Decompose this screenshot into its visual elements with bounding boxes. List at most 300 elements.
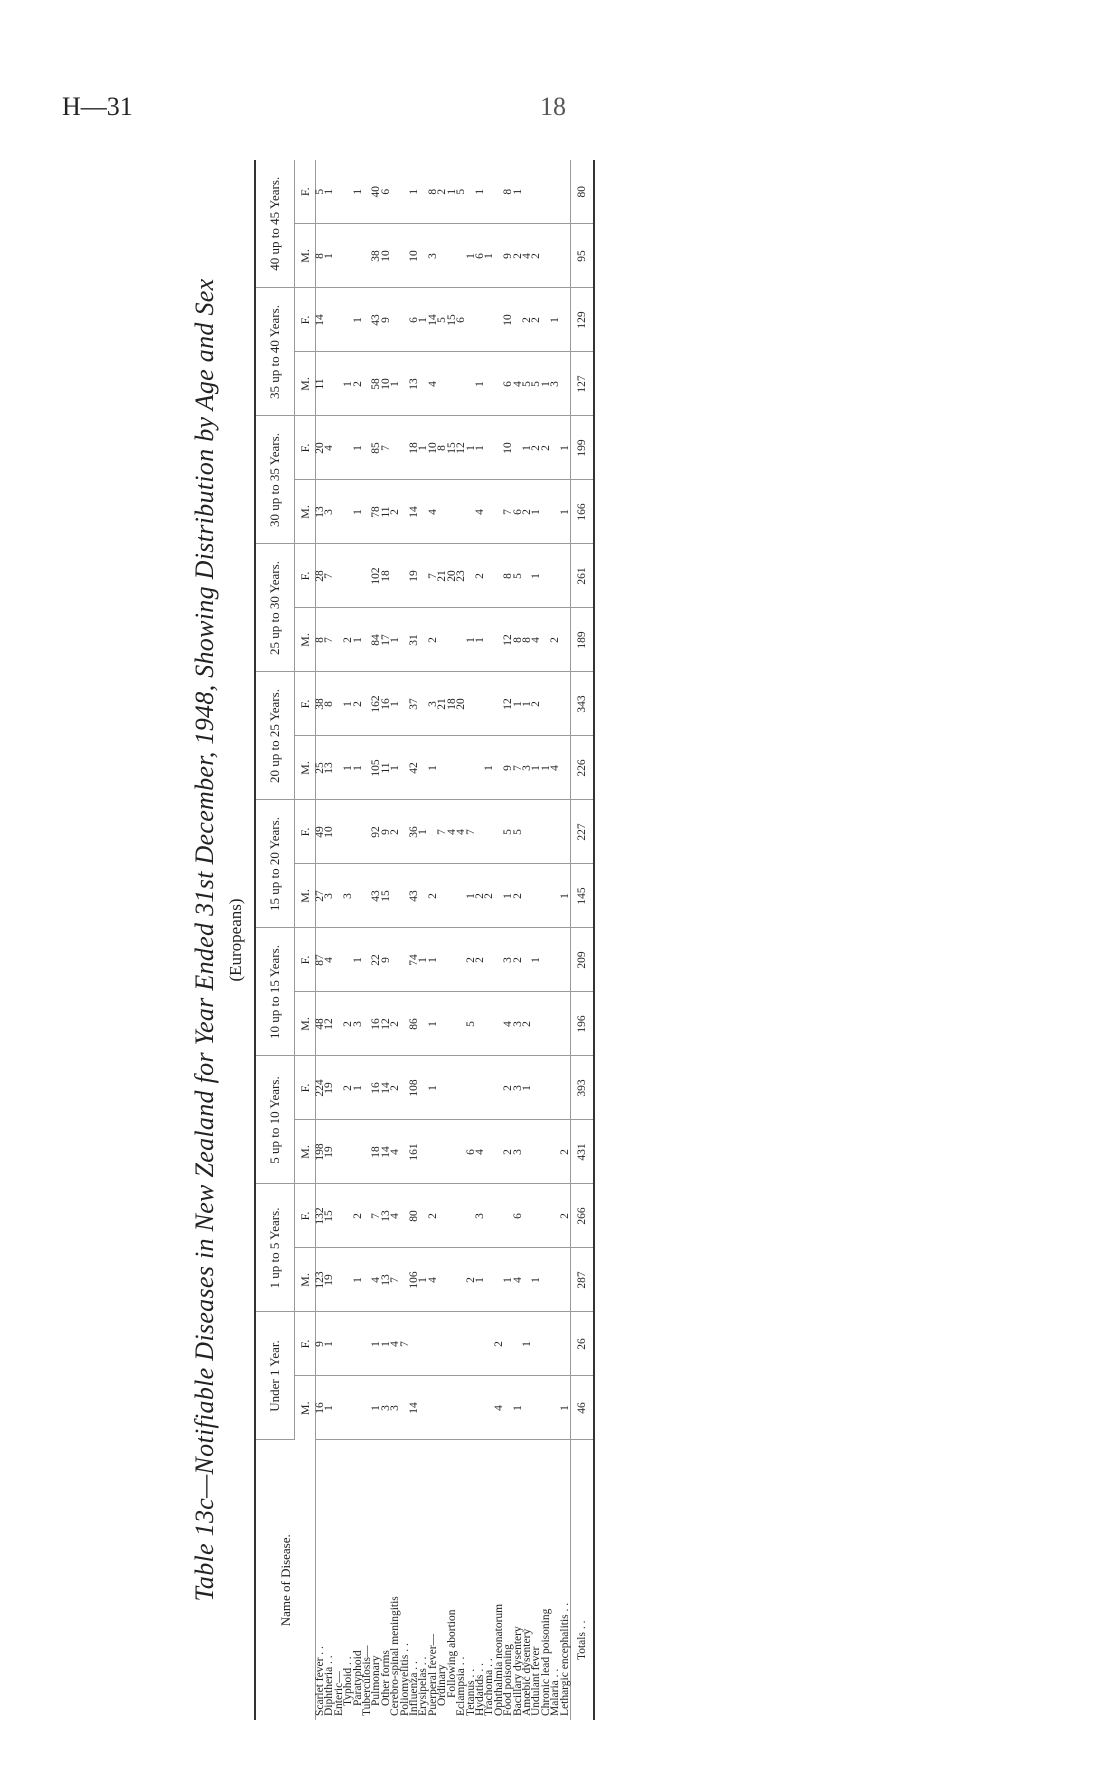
table-cell (532, 160, 541, 224)
table-row (344, 160, 353, 1720)
table-cell: 2 (542, 416, 551, 480)
table-cell: 12 (457, 416, 466, 480)
table-cell: 3 (429, 672, 438, 736)
table-cell: 2 (532, 288, 541, 352)
disease-name: Food poisoning (502, 1644, 515, 1716)
table-cell (457, 1056, 466, 1120)
table-cell: 7 (467, 800, 476, 864)
table-cell (551, 1056, 560, 1120)
table-cell: 18 (372, 1120, 381, 1184)
table-cell: 7 (429, 544, 438, 608)
table-cell (542, 1120, 551, 1184)
table-cell (354, 1120, 363, 1184)
table-cell: 10 (382, 224, 391, 288)
table-row (495, 160, 504, 1720)
table-cell: 7 (325, 544, 334, 608)
table-cell: 48 (316, 992, 326, 1056)
table-cell: 4 (476, 1120, 485, 1184)
table-cell: 2 (344, 608, 353, 672)
table-cell (335, 288, 344, 352)
table-cell (391, 160, 400, 224)
totals-cell: 227 (570, 800, 594, 864)
table-cell (448, 1376, 457, 1440)
table-cell (457, 1184, 466, 1248)
table-cell (335, 1184, 344, 1248)
table-cell (532, 1312, 541, 1376)
table-cell: 3 (514, 992, 523, 1056)
table-cell: 87 (316, 928, 326, 992)
table-cell: 3 (514, 1120, 523, 1184)
table-cell: 1 (391, 672, 400, 736)
table-cell (467, 736, 476, 800)
table-cell: 1 (485, 224, 494, 288)
table-cell: 8 (429, 160, 438, 224)
table-cell: 2 (523, 288, 532, 352)
table-cell: 1 (354, 736, 363, 800)
disease-name: Diphtheria . . (323, 1655, 336, 1716)
table-cell (354, 864, 363, 928)
table-cell: 1 (476, 1248, 485, 1312)
table-cell: 2 (391, 1056, 400, 1120)
table-row (391, 160, 400, 1720)
table-cell (438, 608, 447, 672)
disease-name: Scarlet fever . . (314, 1646, 326, 1716)
disease-name: Poliomyelitis . . (398, 1643, 411, 1716)
table-cell: 1 (532, 736, 541, 800)
table-cell: 36 (410, 800, 419, 864)
totals-cell: 80 (570, 160, 594, 224)
table-cell (542, 1056, 551, 1120)
table-cell: 161 (410, 1120, 419, 1184)
table-cell: 1 (419, 1248, 428, 1312)
disease-name: Erysipelas . . (417, 1656, 430, 1716)
table-cell: 5 (514, 544, 523, 608)
totals-cell: 189 (570, 608, 594, 672)
table-cell (448, 352, 457, 416)
table-cell: 2 (391, 992, 400, 1056)
disease-name: Puerperal fever— (426, 1633, 439, 1716)
table-cell: 1 (354, 928, 363, 992)
table-cell (344, 1312, 353, 1376)
table-cell: 5 (532, 352, 541, 416)
male-header: M. (295, 352, 316, 416)
table-cell: 8 (316, 608, 326, 672)
table-cell (325, 352, 334, 416)
table-cell (354, 544, 363, 608)
table-cell: 14 (382, 1056, 391, 1120)
table-cell: 21 (438, 672, 447, 736)
age-group-header: 40 up to 45 Years. (255, 160, 295, 288)
table-cell (467, 672, 476, 736)
table-cell: 2 (551, 608, 560, 672)
table-cell: 1 (523, 416, 532, 480)
table-cell: 4 (391, 1184, 400, 1248)
table-cell: 9 (504, 224, 513, 288)
table-row (429, 160, 438, 1720)
table-cell (561, 672, 571, 736)
table-cell: 6 (410, 288, 419, 352)
table-cell: 14 (410, 480, 419, 544)
table-cell (561, 736, 571, 800)
table-cell: 1 (467, 416, 476, 480)
table-cell: 123 (316, 1248, 326, 1312)
female-header: F. (295, 928, 316, 992)
table-cell (476, 288, 485, 352)
table-cell: 14 (410, 1376, 419, 1440)
disease-name: Ophthalmia neonatorum (492, 1603, 505, 1716)
table-cell: 3 (514, 1056, 523, 1120)
disease-name: Undulant fever (530, 1646, 543, 1716)
disease-name: Hydatids . . (473, 1662, 486, 1716)
table-cell (542, 800, 551, 864)
table-cell (542, 1376, 551, 1440)
table-cell (448, 992, 457, 1056)
table-cell: 86 (410, 992, 419, 1056)
table-cell (354, 1312, 363, 1376)
table-cell (485, 288, 494, 352)
table-cell: 106 (410, 1248, 419, 1312)
table-cell (448, 608, 457, 672)
table-cell (476, 992, 485, 1056)
table-title: Table 13c—Notifiable Diseases in New Zealand for Year Ended 31st December, 1948, Showing Distribution by Age and Sex (190, 278, 219, 1602)
table-cell (561, 992, 571, 1056)
table-cell: 4 (372, 1248, 381, 1312)
table-cell: 1 (419, 416, 428, 480)
table-cell: 2 (495, 1312, 504, 1376)
table-cell: 3 (551, 352, 560, 416)
table-cell: 10 (410, 224, 419, 288)
table-cell: 92 (372, 800, 381, 864)
age-group-header: Under 1 Year. (255, 1312, 295, 1440)
table-cell: 3 (523, 736, 532, 800)
table-cell (457, 480, 466, 544)
table-cell (335, 416, 344, 480)
table-cell: 7 (325, 608, 334, 672)
table-cell: 1 (354, 288, 363, 352)
totals-cell: 26 (570, 1312, 594, 1376)
table-cell: 1 (542, 352, 551, 416)
table-cell: 8 (438, 416, 447, 480)
table-cell: 7 (504, 480, 513, 544)
table-cell (354, 800, 363, 864)
table-cell (523, 1376, 532, 1440)
table-cell: 8 (504, 160, 513, 224)
table-cell: 19 (410, 544, 419, 608)
totals-cell: 199 (570, 416, 594, 480)
female-header: F. (295, 160, 316, 224)
table-cell: 3 (382, 1376, 391, 1440)
table-cell: 25 (316, 736, 326, 800)
table-cell: 1 (504, 864, 513, 928)
table-cell: 1 (561, 864, 571, 928)
table-cell: 20 (316, 416, 326, 480)
table-cell (542, 1248, 551, 1312)
table-cell (467, 1312, 476, 1376)
table-cell: 1 (476, 160, 485, 224)
table-cell: 3 (504, 928, 513, 992)
table-cell: 4 (325, 928, 334, 992)
table-row (410, 160, 419, 1720)
table-cell: 1 (514, 1376, 523, 1440)
table-cell (354, 1376, 363, 1440)
table-cell (438, 1248, 447, 1312)
table-cell: 4 (514, 352, 523, 416)
table-cell: 15 (382, 864, 391, 928)
totals-cell: 166 (570, 480, 594, 544)
table-cell (335, 1248, 344, 1312)
table-cell: 2 (344, 992, 353, 1056)
table-cell (448, 1248, 457, 1312)
table-cell (561, 288, 571, 352)
table-cell (551, 928, 560, 992)
table-cell: 1 (391, 736, 400, 800)
totals-cell: 127 (570, 352, 594, 416)
age-group-header: 35 up to 40 Years. (255, 288, 295, 416)
table-cell: 1 (561, 416, 571, 480)
table-cell: 1 (382, 1312, 391, 1376)
totals-cell: 343 (570, 672, 594, 736)
totals-cell: 226 (570, 736, 594, 800)
disease-name: Enteric— (332, 1671, 345, 1716)
table-cell (438, 1376, 447, 1440)
table-cell: 1 (561, 1376, 571, 1440)
table-cell: 11 (316, 352, 326, 416)
table-row (335, 160, 344, 1720)
table-cell: 4 (391, 1312, 400, 1376)
table-cell: 4 (429, 352, 438, 416)
table-cell: 4 (532, 608, 541, 672)
table-cell: 2 (391, 480, 400, 544)
table-cell (448, 480, 457, 544)
table-cell: 13 (382, 1184, 391, 1248)
table-cell: 1 (354, 1056, 363, 1120)
table-cell (561, 608, 571, 672)
table-cell (438, 928, 447, 992)
table-cell: 1 (391, 352, 400, 416)
table-cell: 2 (354, 672, 363, 736)
male-header: M. (295, 1376, 316, 1440)
disease-name: Other forms (379, 1650, 392, 1706)
male-header: M. (295, 1120, 316, 1184)
table-cell (551, 1312, 560, 1376)
table-cell: 1 (532, 928, 541, 992)
table-cell: 4 (448, 800, 457, 864)
table-cell: 1 (467, 224, 476, 288)
table-cell: 10 (504, 288, 513, 352)
table-cell: 4 (457, 800, 466, 864)
table-cell: 1 (467, 608, 476, 672)
table-row (532, 160, 541, 1720)
table-cell (448, 1120, 457, 1184)
table-cell (561, 928, 571, 992)
table-cell (542, 992, 551, 1056)
table-cell (485, 480, 494, 544)
table-cell: 19 (325, 1120, 334, 1184)
table-row (448, 160, 457, 1720)
table-cell: 1 (354, 416, 363, 480)
table-cell: 1 (561, 480, 571, 544)
table-cell: 80 (410, 1184, 419, 1248)
table-cell: 1 (344, 352, 353, 416)
rotated-table-page (190, 160, 870, 1720)
totals-row (570, 160, 594, 1720)
table-cell: 2 (354, 1184, 363, 1248)
table-cell (410, 1312, 419, 1376)
table-cell (448, 736, 457, 800)
table-cell: 43 (410, 864, 419, 928)
table-cell: 224 (316, 1056, 326, 1120)
table-cell: 1 (448, 160, 457, 224)
table-cell: 49 (316, 800, 326, 864)
age-group-header: 20 up to 25 Years. (255, 672, 295, 800)
disease-name: Trachoma . . (483, 1658, 496, 1716)
table-cell (476, 1376, 485, 1440)
male-header: M. (295, 736, 316, 800)
table-cell: 1 (325, 160, 334, 224)
disease-name: Typhoid . . (342, 1656, 355, 1706)
name-of-disease-header: Name of Disease. (255, 1440, 316, 1720)
table-cell (448, 1056, 457, 1120)
table-row (561, 160, 571, 1720)
table-cell: 2 (532, 224, 541, 288)
table-cell: 1 (532, 1248, 541, 1312)
table-cell: 43 (372, 288, 381, 352)
table-cell: 2 (467, 928, 476, 992)
table-cell: 1 (419, 288, 428, 352)
disease-name: Ordinary (436, 1664, 449, 1706)
totals-cell: 431 (570, 1120, 594, 1184)
page-code: H—31 (62, 92, 133, 121)
table-cell (542, 672, 551, 736)
table-cell (476, 1056, 485, 1120)
table-cell (542, 480, 551, 544)
table-cell (551, 992, 560, 1056)
table-cell (419, 1376, 428, 1440)
table-cell: 78 (372, 480, 381, 544)
table-cell: 1 (354, 160, 363, 224)
table-cell (335, 224, 344, 288)
table-cell: 2 (476, 544, 485, 608)
table-cell: 1 (551, 288, 560, 352)
totals-cell: 95 (570, 224, 594, 288)
table-cell (485, 1248, 494, 1312)
table-row (325, 160, 334, 1720)
table-cell (542, 864, 551, 928)
age-group-header: 5 up to 10 Years. (255, 1056, 295, 1184)
totals-label: Totals . . (570, 1440, 594, 1720)
table-cell (532, 1120, 541, 1184)
table-cell (523, 1120, 532, 1184)
table-cell: 14 (316, 288, 326, 352)
table-cell (532, 1184, 541, 1248)
table-cell: 6 (514, 1184, 523, 1248)
table-cell (344, 544, 353, 608)
table-cell (391, 288, 400, 352)
table-cell: 1 (344, 672, 353, 736)
table-cell: 1 (476, 352, 485, 416)
table-cell: 13 (410, 352, 419, 416)
table-row (382, 160, 391, 1720)
table-cell (485, 1120, 494, 1184)
table-cell (485, 800, 494, 864)
table-cell: 1 (419, 800, 428, 864)
table-cell (476, 1312, 485, 1376)
table-cell (532, 800, 541, 864)
table-cell (438, 992, 447, 1056)
table-cell: 8 (316, 224, 326, 288)
table-cell (476, 672, 485, 736)
table-cell: 31 (410, 608, 419, 672)
table-cell: 18 (410, 416, 419, 480)
notifiable-diseases-table (254, 160, 595, 1720)
table-cell: 20 (457, 672, 466, 736)
table-cell: 9 (316, 1312, 326, 1376)
table-cell (391, 544, 400, 608)
table-cell: 2 (561, 1120, 571, 1184)
table-cell (485, 992, 494, 1056)
table-cell (335, 544, 344, 608)
table-row (372, 160, 381, 1720)
table-cell (438, 736, 447, 800)
table-cell: 4 (504, 992, 513, 1056)
table-cell: 2 (391, 800, 400, 864)
table-cell (485, 672, 494, 736)
table-cell (335, 160, 344, 224)
table-cell: 2 (438, 160, 447, 224)
table-cell (542, 544, 551, 608)
table-cell: 7 (401, 1312, 410, 1376)
table-cell: 27 (316, 864, 326, 928)
table-cell: 1 (523, 672, 532, 736)
table-cell (485, 928, 494, 992)
totals-cell: 287 (570, 1248, 594, 1312)
table-cell: 2 (429, 1184, 438, 1248)
totals-cell: 261 (570, 544, 594, 608)
table-cell: 132 (316, 1184, 326, 1248)
table-cell (448, 864, 457, 928)
table-cell (391, 864, 400, 928)
table-cell (335, 928, 344, 992)
table-cell: 1 (476, 608, 485, 672)
age-group-header: 30 up to 35 Years. (255, 416, 295, 544)
table-cell: 4 (429, 480, 438, 544)
table-cell: 5 (523, 352, 532, 416)
age-group-header: 15 up to 20 Years. (255, 800, 295, 928)
table-cell: 13 (325, 736, 334, 800)
table-row (504, 160, 513, 1720)
table-cell (344, 1376, 353, 1440)
female-header: F. (295, 672, 316, 736)
table-cell: 5 (467, 992, 476, 1056)
table-cell: 13 (316, 480, 326, 544)
male-header: M. (295, 480, 316, 544)
table-cell: 2 (523, 992, 532, 1056)
table-cell: 2 (561, 1184, 571, 1248)
table-row (551, 160, 560, 1720)
table-cell: 5 (514, 800, 523, 864)
table-cell: 3 (429, 224, 438, 288)
table-cell: 4 (551, 736, 560, 800)
table-cell: 28 (316, 544, 326, 608)
totals-cell: 393 (570, 1056, 594, 1120)
male-header: M. (295, 224, 316, 288)
table-cell (523, 800, 532, 864)
table-cell: 1 (325, 1312, 334, 1376)
table-cell (391, 928, 400, 992)
table-cell: 4 (391, 1120, 400, 1184)
table-cell (561, 160, 571, 224)
table-cell: 9 (382, 288, 391, 352)
